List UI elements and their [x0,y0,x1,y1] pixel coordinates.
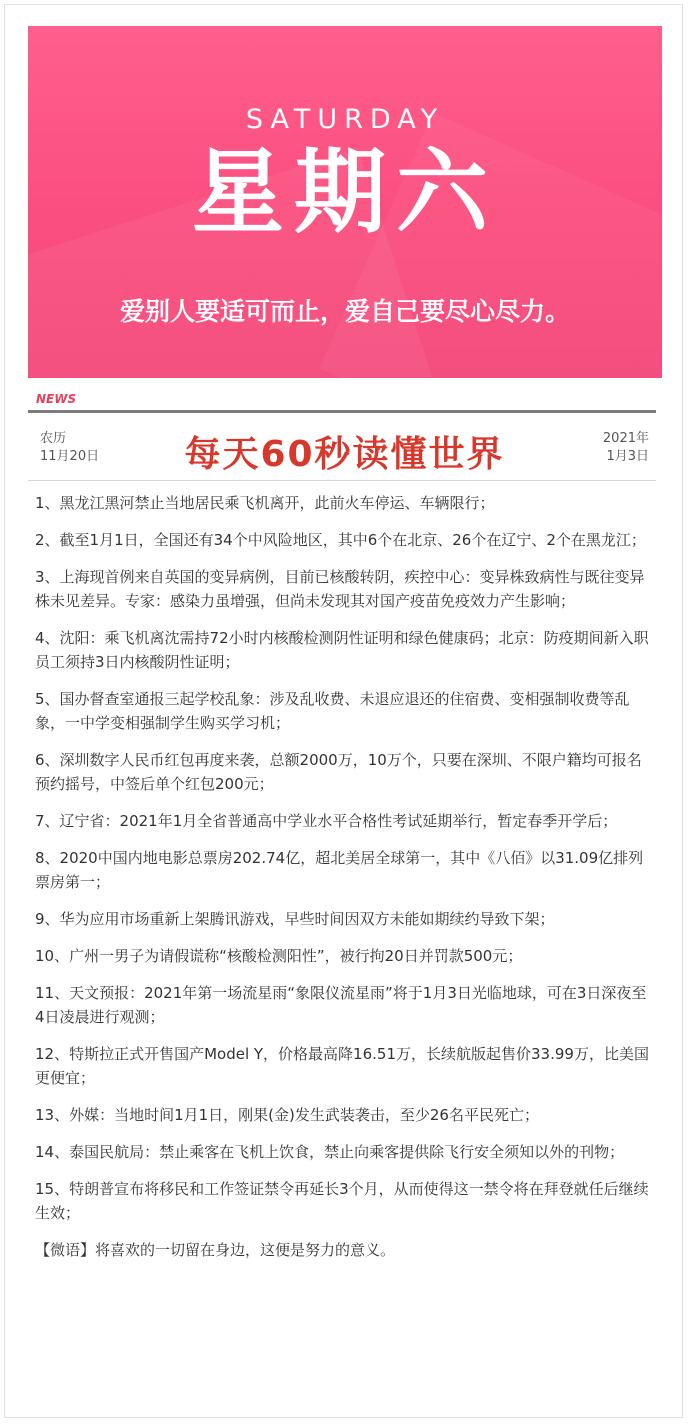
news-item: 8、2020中国内地电影总票房202.74亿，超北美居全球第一，其中《八佰》以31.09亿排列票房第一； [35,849,644,891]
banner [28,26,662,378]
news-item: 7、辽宁省：2021年1月全省普通高中学业水平合格性考试延期举行，暂定春季开学后； [35,812,618,830]
news-item: 15、特朗普宣布将移民和工作签证禁令再延长3个月，从而使得这一禁令将在拜登就任后继续生效； [35,1180,649,1222]
title-divider [28,480,656,481]
date-year: 2021年 [602,431,649,446]
news-item: 13、外媒：当地时间1月1日，刚果(金)发生武装袭击，至少26名平民死亡； [35,1106,539,1124]
gregorian-date-block [603,430,649,466]
news-item: 6、深圳数字人民币红包再度来袭，总额2000万，10万个，只要在深圳、不限户籍均可报名预约摇号，中签后单个红包200元； [35,751,642,793]
news-item: 1、黑龙江黑河禁止当地居民乘飞机离开，此前火车停运、车辆限行； [35,494,495,512]
news-item: 11、天文预报：2021年第一场流星雨“象限仪流星雨”将于1月3日光临地球，可在3日深夜至4日凌晨进行观测； [35,984,647,1026]
news-item: 2、截至1月1日，全国还有34个中风险地区，其中6个在北京、26个在辽宁、2个在黑龙江； [35,531,646,549]
news-item: 10、广州一男子为请假谎称“核酸检测阳性”，被行拘20日并罚款500元； [35,947,523,965]
news-list [35,491,655,1275]
news-item: 12、特斯拉正式开售国产Model Y，价格最高降16.51万，长续航版起售价33.99万，比美国更便宜； [35,1045,649,1087]
news-item: 9、华为应用市场重新上架腾讯游戏，早些时间因双方未能如期续约导致下架； [35,910,555,928]
news-tag: NEWS [36,392,77,406]
date-day: 1月3日 [606,449,649,464]
page-title: 每天60秒读懂世界 [184,434,505,475]
lunar-date: 11月20日 [40,449,100,464]
news-item: 14、泰国民航局：禁止乘客在飞机上饮食，禁止向乘客提供除飞行安全须知以外的刊物； [35,1143,625,1161]
banner-quote: 爱别人要适可而止，爱自己要尽心尽力。 [119,297,570,326]
lunar-label: 农历 [40,431,67,446]
news-item: 4、沈阳：乘飞机离沈需持72小时内核酸检测阴性证明和绿色健康码；北京：防疫期间新入职员工须持3日内核酸阴性证明； [35,629,649,671]
news-item: 5、国办督查室通报三起学校乱象：涉及乱收费、未退应退还的住宿费、变相强制收费等乱象，一中学变相强制学生购买学习机； [35,690,630,732]
header-divider [28,410,656,413]
banner-day-english: SATURDAY [245,104,445,135]
banner-day-chinese: 星期六 [191,139,498,246]
news-item: 3、上海现首例来自英国的变异病例，目前已核酸转阴，疾控中心：变异株致病性与既往变异株未见差异。专家：感染力虽增强，但尚未发现其对国产疫苗免疫效力产生影响； [35,568,645,610]
closing-quote: 【微语】将喜欢的一切留在身边，这便是努力的意义。 [35,1241,396,1259]
